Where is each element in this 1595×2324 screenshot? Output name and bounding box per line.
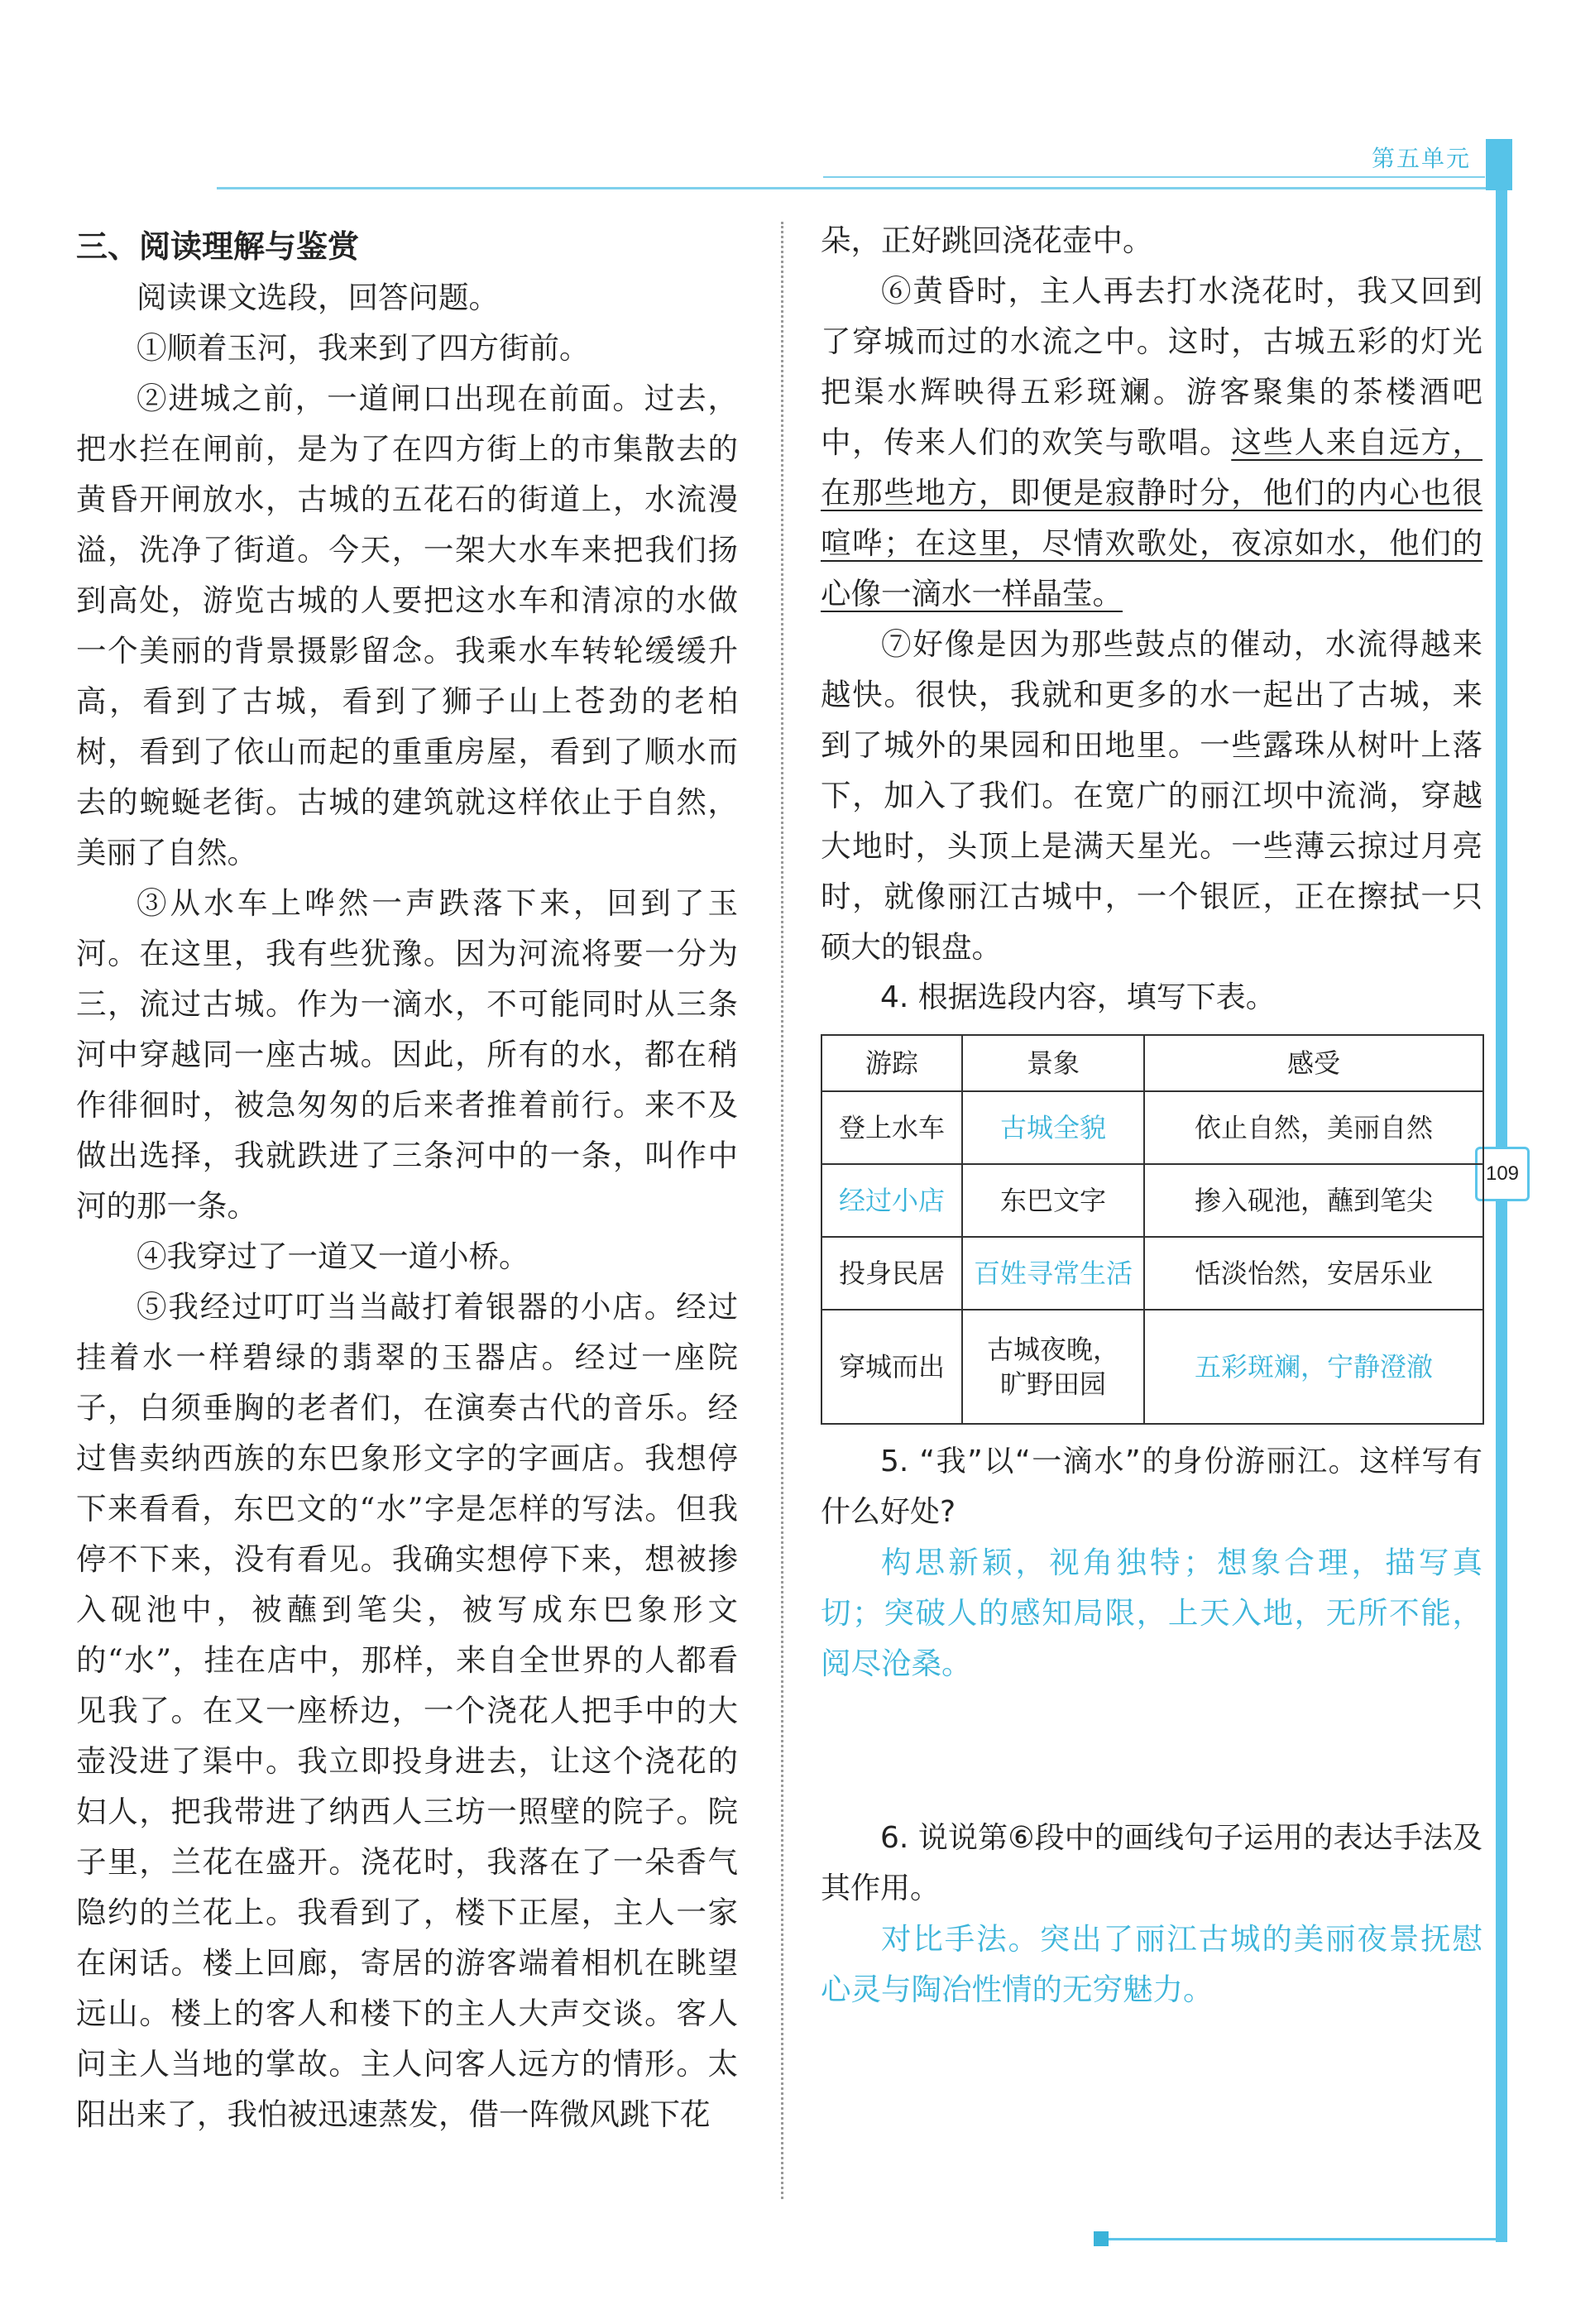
section-title: 三、阅读理解与鉴赏	[76, 228, 360, 265]
table-row	[821, 1237, 1483, 1310]
table-cell-answer: 百姓寻常生活	[962, 1237, 1144, 1310]
answer-6: 对比手法。突出了丽江古城的美丽夜景抚慰心灵与陶冶性情的无穷魅力。	[821, 1921, 1482, 2007]
answer-space	[821, 1689, 1482, 1813]
table-cell: 古城夜晚， 旷野田园	[962, 1310, 1144, 1424]
paragraph-4: ④我穿过了一道又一道小桥。	[137, 1239, 529, 1274]
table-header: 游踪	[821, 1035, 962, 1091]
table-cell-answer: 五彩斑斓，宁静澄澈	[1144, 1310, 1483, 1424]
table-cell-answer: 古城全貌	[962, 1091, 1144, 1164]
header-rule-thin	[823, 176, 1485, 178]
table-cell: 投身民居	[821, 1237, 962, 1310]
table-header: 感受	[1144, 1035, 1483, 1091]
table-cell-answer: 经过小店	[821, 1164, 962, 1237]
table-cell: 掺入砚池，蘸到笔尖	[1144, 1164, 1483, 1237]
intro-text: 阅读课文选段，回答问题。	[137, 280, 499, 315]
column-divider	[781, 222, 783, 2199]
paragraph-5: ⑤我经过叮叮当当敲打着银器的小店。经过挂着水一样碧绿的翡翠的玉器店。经过一座院子，白须垂胸的老者们，在演奏古代的音乐。经过售卖纳西族的东巴象形文字的字画店。我想停下来看看，东巴文的“水”字是怎样的写法。但我停不下来，没有看见。我确实想停下来，想被掺入砚池中，被蘸到笔尖，被写成东巴象形文的“水”，挂在店中，那样，来自全世界的人都看见我了。在又一座桥边，一个浇花人把手中的大壶没进了渠中。我立即投身进去，让这个浇花的妇人，把我带进了纳西人三坊一照壁的院子。院子里，兰花在盛开。浇花时，我落在了一朵香气隐约的兰花上。我看到了，楼下正屋，主人一家在闲话。楼上回廊，寄居的游客端着相机在眺望远山。楼上的客人和楼下的主人大声交谈。客人问主人当地的掌故。主人问客人远方的情形。太阳出来了，我怕被迅速蒸发，借一阵微风跳下花	[76, 1289, 738, 2132]
answer-table	[821, 1034, 1484, 1425]
table-cell: 穿城而出	[821, 1310, 962, 1424]
page-number: 109	[1475, 1147, 1530, 1201]
table-cell: 登上水车	[821, 1091, 962, 1164]
question-5: 5. “我”以“一滴水”的身份游丽江。这样写有什么好处?	[821, 1445, 1482, 1529]
paragraph-3: ③从水车上哗然一声跌落下来，回到了玉河。在这里，我有些犹豫。因为河流将要一分为三，流过古城。作为一滴水，不可能同时从三条河中穿越同一座古城。因此，所有的水，都在稍作徘徊时，被急匆匆的后来者推着前行。来不及做出选择，我就跌进了三条河中的一条，叫作中河的那一条。	[76, 885, 738, 1224]
bottom-rule	[1100, 2238, 1496, 2240]
question-6: 6. 说说第⑥段中的画线句子运用的表达手法及其作用。	[821, 1821, 1482, 1905]
header-rule	[217, 187, 1507, 189]
paragraph-1: ①顺着玉河，我来到了四方街前。	[137, 330, 590, 366]
unit-title: 第五单元	[1371, 145, 1471, 172]
paragraph-7: ⑦好像是因为那些鼓点的催动，水流得越来越快。很快，我就和更多的水一起出了古城，来到了城外的果园和田地里。一些露珠从树叶上落下，加入了我们。在宽广的丽江坝中流淌，穿越大地时，头顶上是满天星光。一些薄云掠过月亮时，就像丽江古城中，一个银匠，正在擦拭一只硕大的银盘。	[821, 626, 1482, 965]
table-header-row	[821, 1035, 1483, 1091]
table-header: 景象	[962, 1035, 1144, 1091]
paragraph-2: ②进城之前，一道闸口出现在前面。过去，把水拦在闸前，是为了在四方街上的市集散去的黄昏开闸放水，古城的五花石的街道上，水流漫溢，洗净了街道。今天，一架大水车来把我们扬到高处，游览古城的人要把这水车和清凉的水做一个美丽的背景摄影留念。我乘水车转轮缓缓升高，看到了古城，看到了狮子山上苍劲的老柏树，看到了依山而起的重重房屋，看到了顺水而去的蜿蜒老街。古城的建筑就这样依止于自然，美丽了自然。	[76, 381, 738, 870]
table-cell: 东巴文字	[962, 1164, 1144, 1237]
table-row	[821, 1310, 1483, 1424]
paragraph-6	[821, 266, 1482, 619]
paragraph-5-continued: 朵，正好跳回浇花壶中。	[821, 223, 1153, 258]
bottom-square-decoration	[1094, 2231, 1109, 2246]
header-tab-decoration	[1486, 139, 1512, 190]
right-column	[821, 215, 1482, 2015]
table-row	[821, 1164, 1483, 1237]
question-4: 4. 根据选段内容，填写下表。	[880, 980, 1276, 1014]
table-cell: 恬淡怡然，安居乐业	[1144, 1237, 1483, 1310]
left-column	[76, 222, 738, 2140]
underlined-sentence: 这些人来自远方，在那些地方，即便是寂静时分，他们的内心也很喧哗；在这里，尽情欢歌处，夜凉如水，他们的心像一滴水一样晶莹。	[821, 424, 1483, 611]
answer-5: 构思新颖，视角独特；想象合理，描写真切；突破人的感知局限，上天入地，无所不能，阅尽沧桑。	[821, 1545, 1482, 1681]
paragraph-6-text: ⑥黄昏时，主人再去打水浇花时，我又回到了穿城而过的水流之中。这时，古城五彩的灯光把渠水辉映得五彩斑斓。游客聚集的茶楼酒吧中，传来人们的欢笑与歌唱。	[821, 273, 1482, 460]
side-bar-decoration	[1496, 190, 1507, 2242]
table-row	[821, 1091, 1483, 1164]
table-cell: 依止自然，美丽自然	[1144, 1091, 1483, 1164]
